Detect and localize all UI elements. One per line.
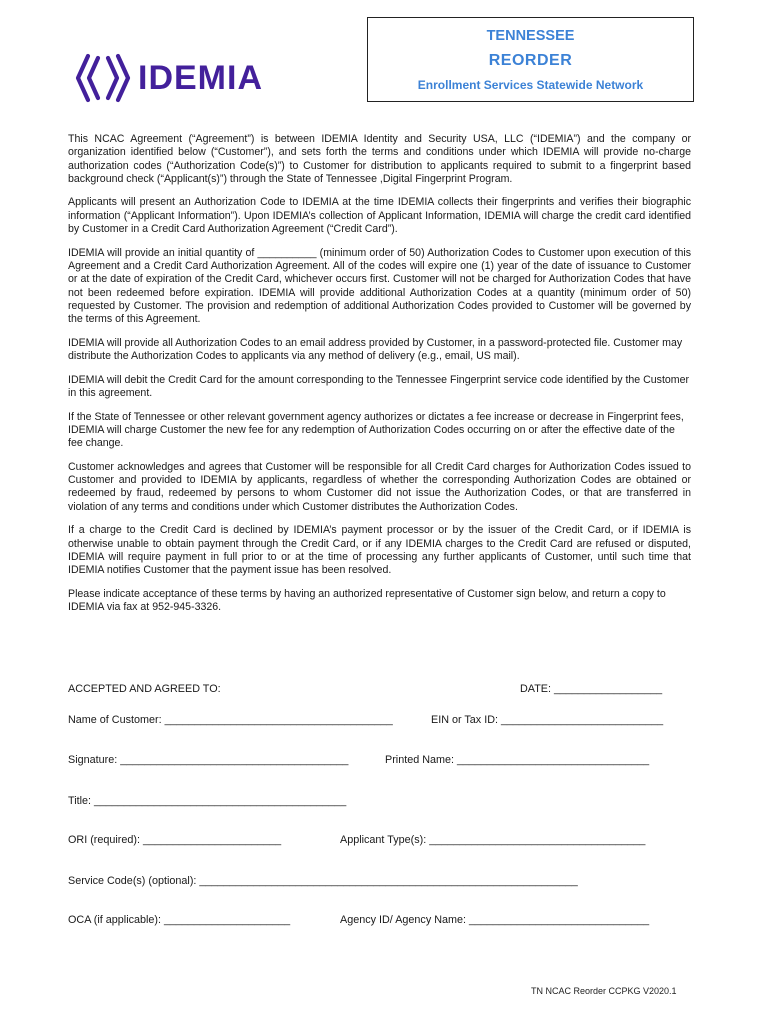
paragraph-applicants: Applicants will present an Authorization Code to IDEMIA at the time IDEMIA collects their fingerprints and verifies their biographic information (“Applicant Information”). Upon IDEMIA’s collection of Applicant Information, IDEMIA will charge the credit card identified by Customer in a Credit Card Authorization Agreement (“Credit Card”). bbox=[68, 196, 691, 236]
agreement-body bbox=[68, 133, 691, 625]
footer-version: TN NCAC Reorder CCPKG V2020.1 bbox=[531, 986, 677, 996]
idemia-logo bbox=[74, 50, 274, 106]
header-subtitle: Enrollment Services Statewide Network bbox=[417, 78, 644, 92]
agency-field[interactable]: Agency ID/ Agency Name: ______________________________ bbox=[340, 914, 650, 926]
paragraph-responsibility: Customer acknowledges and agrees that Customer will be responsible for all Credit Card charges for Authorization Codes issued to Customer and provided to IDEMIA by applicants, regardless of whether the corresponding Authorization Codes are obtained or redeemed by fraud, redeemed by persons to whom Customer did not issue the Authorization Codes, or that are transferred in violation of any terms and conditions under which Customer distributes the Authorization Codes. bbox=[68, 460, 691, 513]
header-state: TENNESSEE bbox=[486, 28, 575, 44]
signature-field[interactable]: Signature: ______________________________________ bbox=[68, 754, 349, 766]
title-field[interactable]: Title: __________________________________________ bbox=[68, 795, 347, 807]
applicant-type-field[interactable]: Applicant Type(s): ____________________________________ bbox=[340, 834, 646, 846]
paragraph-acceptance: Please indicate acceptance of these terms by having an authorized representative of Customer sign below, and return a copy to IDEMIA via fax at 952-945-3326. bbox=[68, 587, 666, 613]
oca-field[interactable]: OCA (if applicable): _____________________ bbox=[68, 914, 291, 926]
date-field[interactable]: DATE: __________________ bbox=[520, 683, 663, 695]
accepted-label: ACCEPTED AND AGREED TO: bbox=[68, 683, 221, 695]
idemia-logo-text: IDEMIA bbox=[138, 59, 263, 97]
paragraph-intro: This NCAC Agreement (“Agreement”) is between IDEMIA Identity and Security USA, LLC (“IDEMIA”) and the company or organization identified below (“Customer”), and sets forth the terms and conditions under which IDEMIA will provide no-charge authorization codes (“Authorization Code(s)”) to Customer for distribution to applicants required to submit to a fingerprint based background check (“Applicant(s)”) through the State of Tennessee ,Digital Fingerprint Program. bbox=[68, 133, 691, 185]
service-code-field[interactable]: Service Code(s) (optional): _______________________________________________________________ bbox=[68, 875, 578, 887]
paragraph-initial-quantity: IDEMIA will provide an initial quantity of __________ (minimum order of 50) Authorization Codes to Customer upon execution of this Agreement and a Credit Card Authorization Agreement. All of the codes will expire one (1) year of the date of issuance to Customer or at the date of expiration of the Credit Card, whichever occurs first. Customer will not be charged for Authorization Codes that have not been redeemed before expiration. IDEMIA will provide additional Authorization Codes at a quantity (minimum order of 50) requested by Customer. The provision and redemption of additional Authorization Codes provided to Customer will be governed by the terms of this Agreement. bbox=[68, 246, 691, 326]
ein-field[interactable]: EIN or Tax ID: ___________________________ bbox=[431, 714, 664, 726]
customer-name-field[interactable]: Name of Customer: ______________________________________ bbox=[68, 714, 393, 726]
ori-field[interactable]: ORI (required): _______________________ bbox=[68, 834, 282, 846]
header-title: REORDER bbox=[488, 52, 573, 69]
paragraph-email-delivery: IDEMIA will provide all Authorization Codes to an email address provided by Customer, in a password-protected file. Customer may distribute the Authorization Codes to applicants via any method of delivery (e.g., email, US mail). bbox=[68, 336, 683, 363]
paragraph-debit: IDEMIA will debit the Credit Card for the amount corresponding to the Tennessee Fingerprint service code identified by the Customer in this agreement. bbox=[68, 373, 690, 399]
paragraph-fee-change: If the State of Tennessee or other relevant government agency authorizes or dictates a fee increase or decrease in Fingerprint fees, IDEMIA will charge Customer the new fee for any redemption of Authorization Codes occurring on or after the effective date of the fee change. bbox=[68, 410, 684, 450]
paragraph-declined-charge: If a charge to the Credit Card is declined by IDEMIA’s payment processor or by the issuer of the Credit Card, or if IDEMIA is otherwise unable to obtain payment through the Credit Card, or if any IDEMIA charges to the Credit Card are refused or disputed, IDEMIA will require payment in full prior to or at the time of processing any further applicants of Customer, until such time that IDEMIA notifies Customer that the payment issue has been resolved. bbox=[68, 524, 691, 577]
printed-name-field[interactable]: Printed Name: ________________________________ bbox=[385, 754, 650, 766]
idemia-logo-mark-icon bbox=[74, 50, 134, 106]
header-box bbox=[367, 17, 694, 102]
